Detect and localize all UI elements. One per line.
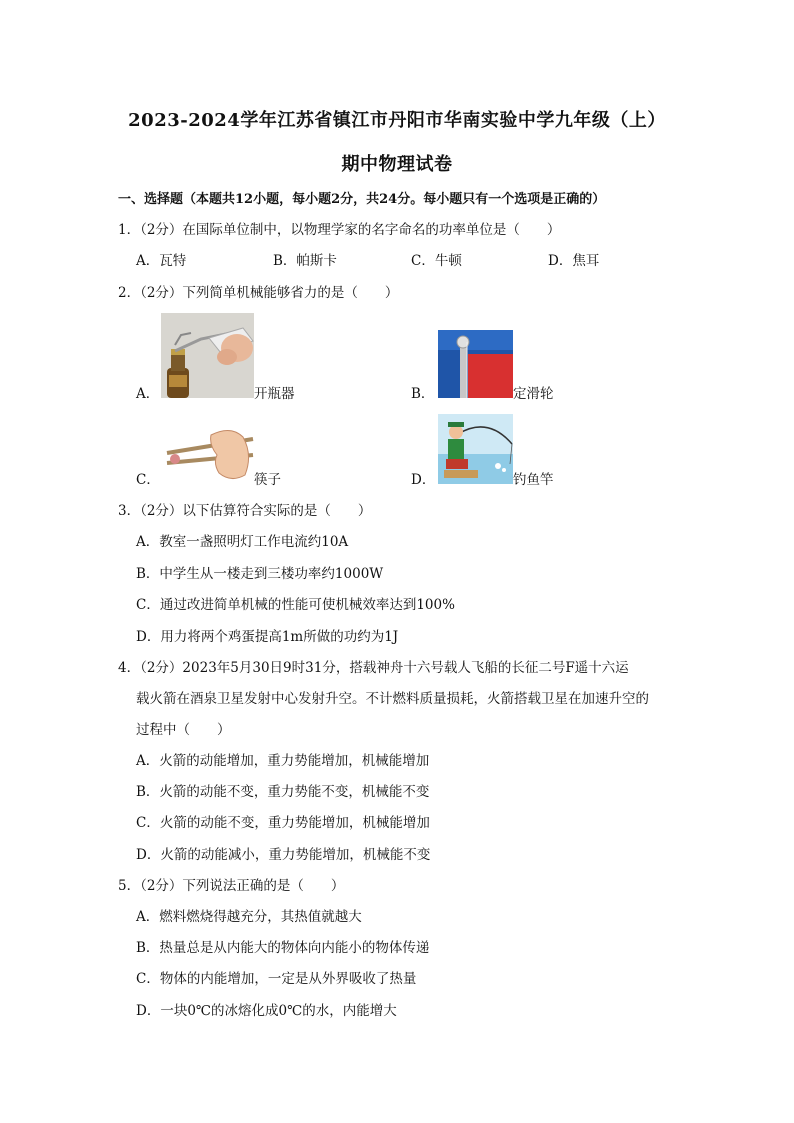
q4-option-d: D．火箭的动能减小，重力势能增加，机械能不变 (136, 847, 431, 863)
q3-option-a: A．教室一盏照明灯工作电流约10A (136, 534, 349, 550)
q2-option-c-letter: C． (136, 472, 160, 488)
q3-option-c: C．通过改进简单机械的性能可使机械效率达到100% (136, 597, 455, 613)
bottle-opener-photo (161, 313, 254, 398)
q2-option-b-caption: 定滑轮 (513, 386, 554, 402)
fishing-rod-cartoon (438, 414, 513, 484)
q5-option-c: C．物体的内能增加，一定是从外界吸收了热量 (136, 971, 417, 987)
question-4-stem-line2: 载火箭在酒泉卫星发射中心发射升空。不计燃料质量损耗，火箭搭载卫星在加速升空的 (136, 691, 649, 707)
q2-option-c-caption: 筷子 (254, 472, 281, 488)
q2-option-d-caption: 钓鱼竿 (513, 472, 554, 488)
exam-title-line1: 2023-2024学年江苏省镇江市丹阳市华南实验中学九年级（上） (128, 110, 666, 131)
q3-option-b: B．中学生从一楼走到三楼功率约1000W (136, 566, 384, 582)
q3-option-d: D．用力将两个鸡蛋提高1m所做的功约为1J (136, 629, 399, 645)
question-2-stem: 2．（2分）下列简单机械能够省力的是（ ） (118, 285, 399, 301)
q5-option-b: B．热量总是从内能大的物体向内能小的物体传递 (136, 940, 430, 956)
q4-option-c: C．火箭的动能不变，重力势能增加，机械能增加 (136, 815, 430, 831)
q2-option-a-caption: 开瓶器 (254, 386, 295, 402)
q4-option-a: A．火箭的动能增加，重力势能增加，机械能增加 (136, 753, 430, 769)
q1-option-a: A．瓦特 (136, 253, 187, 269)
q1-option-c: C．牛顿 (411, 253, 462, 269)
fixed-pulley-photo (438, 330, 513, 398)
q4-option-b: B．火箭的动能不变，重力势能不变，机械能不变 (136, 784, 430, 800)
q5-option-d: D．一块0℃的冰熔化成0℃的水，内能增大 (136, 1003, 397, 1019)
q2-option-a-letter: A． (136, 386, 160, 402)
q5-option-a: A．燃料燃烧得越充分，其热值就越大 (136, 909, 362, 925)
section-heading: 一、选择题（本题共12小题，每小题2分，共24分。每小题只有一个选项是正确的） (118, 192, 606, 207)
question-1-stem: 1．（2分）在国际单位制中，以物理学家的名字命名的功率单位是（ ） (118, 222, 561, 238)
question-3-stem: 3．（2分）以下估算符合实际的是（ ） (118, 503, 372, 519)
q2-option-d-letter: D． (411, 472, 436, 488)
chopsticks-photo (161, 425, 254, 483)
q1-option-b: B．帕斯卡 (273, 253, 337, 269)
question-5-stem: 5．（2分）下列说法正确的是（ ） (118, 878, 345, 894)
exam-title-line2: 期中物理试卷 (341, 154, 453, 175)
q1-option-d: D．焦耳 (548, 253, 600, 269)
question-4-stem-line1: 4．（2分）2023年5月30日9时31分，搭载神舟十六号载人飞船的长征二号F遥十六运 (118, 660, 629, 676)
q2-option-b-letter: B． (411, 386, 435, 402)
question-4-stem-line3: 过程中（ ） (136, 722, 231, 738)
